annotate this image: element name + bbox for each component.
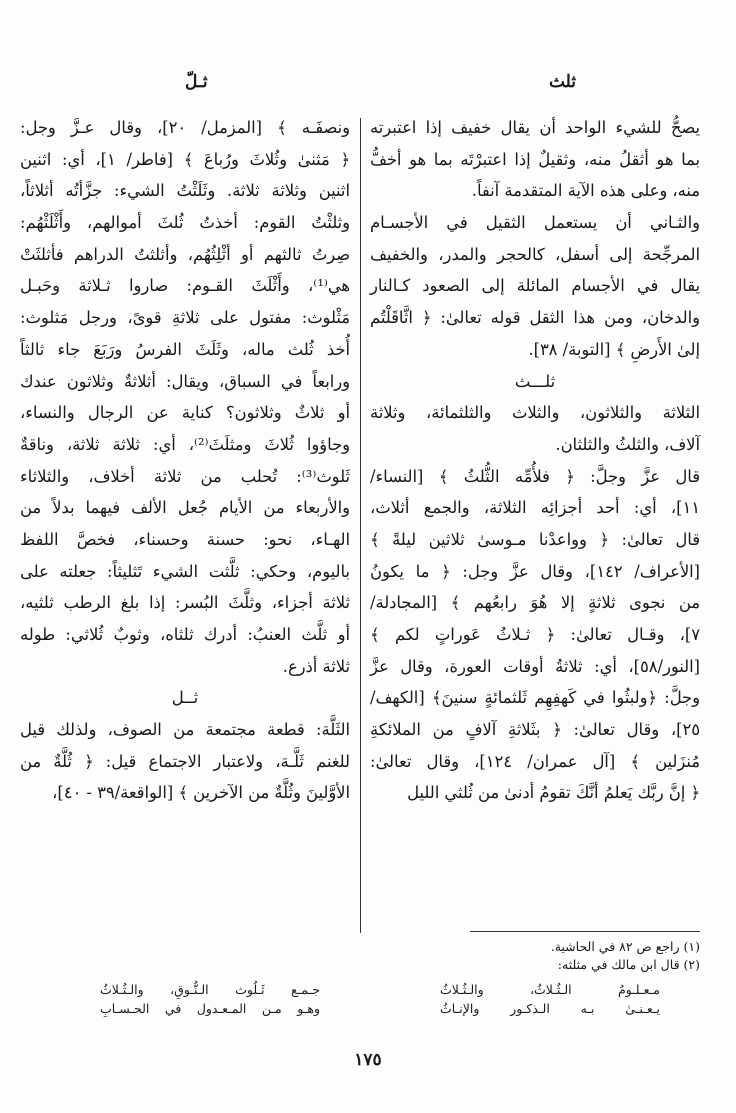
column-divider: [360, 118, 361, 933]
text-line: الثَلَّة: قطعة مجتمعة من الصوف، ولذلك قيل: [20, 720, 350, 740]
running-head-right: ثلث: [548, 72, 576, 92]
text-line: ﴿ مَثنىٰ وثُلاثَ ورُباعَ ﴾ [فاطر/ ١]، أي: اثنين: [20, 149, 350, 169]
text-line: يصحُّ للشيء الواحد أن يقال خفيف إذا اعتبرته: [370, 118, 700, 137]
text-line: إلىٰ الأَرضِ ﴾ [التوبة/ ٣٨].: [528, 339, 700, 359]
text-line: أو ثلَّث العنبُ: أدرك ثلثاه، وثوبٌ ثُلاثي: طوله: [20, 625, 350, 644]
text-line: المرجِّحة إلى أسفل، كالحجر والمدر، والخفيف: [370, 244, 700, 264]
text-line: صِرتُ ثالثهم أو أثْلِثُهُم، وأثلثتُ الدراهم فأثلثَتْ: [20, 244, 350, 264]
text-line: والأربعاء من الأيام جُعل الألف فيهما بدلاً من: [20, 498, 350, 518]
verse-line1-first-hemistich: مـعـلـومُ الـثُـلاثُ، والـثُـلاثُ: [440, 982, 660, 997]
text-line: آلاف، والثلثُ والثلثان.: [555, 434, 700, 454]
text-line: ورابعاً في السباق، ويقال: أثلاثةٌ وثلاثون عندك: [20, 371, 350, 391]
text-line: ٢٥]، وقال تعالىٰ: ﴿ بثَلاثةِ آلافٍ من الملائكةِ: [370, 720, 700, 740]
text-line: ثــل: [171, 688, 199, 708]
footnote-rule: [470, 931, 700, 932]
text-line: مَثْلوث: مفتول على ثلاثةِ قوىً، ورجل مَثلوث:: [20, 308, 350, 328]
text-line: ٧]، وقـال تعالىٰ: ﴿ ثـلاثُ عَوراتٍ لكم ﴾: [370, 625, 700, 644]
footnotes: [20, 938, 700, 974]
text-line: الهـاء، نحو: حسنة وحسناء، فخصَّ اللفظ: [20, 529, 350, 549]
text-line: ونصفَـه ﴾ [المزمل/ ٢٠]، وقال عـزَّ وجل:: [20, 118, 350, 137]
text-line: للغنم ثَلَّـة، ولاعتبار الاجتماع قيل: ﴿ ثُلَّةٌ من: [20, 751, 350, 771]
text-line: هي⁽¹⁾، وأَثْلَثَ القـوم: صاروا ثـلاثة وحَبـل: [20, 276, 350, 296]
left-column: [20, 118, 350, 815]
text-line: ﴿ إنَّ ربَّك يَعلمُ أنَّكَ تقومُ أدنىٰ من ثُلثي الليل: [407, 783, 700, 803]
text-line: مُنزَلين ﴾ [آل عمران/ ١٢٤]، وقال تعالىٰ:: [370, 751, 700, 771]
text-line: ثَلوث⁽³⁾: تُحلب من ثلاثة أخلاف، والثلاثاء: [20, 466, 350, 486]
text-line: [النور/٥٨]، أي: ثلاثةُ أوقات العورة، وقال عزَّ: [370, 656, 700, 676]
text-line: ثلـــث: [514, 371, 556, 391]
text-line: [الأعراف/ ١٤٢]، وقال عزَّ وجل: ﴿ ما يكونُ: [370, 561, 701, 581]
text-line: وجاؤوا ثُلاثَ ومثلَثَ⁽²⁾، أي: ثلاثة ثلاثة، وناقةٌ: [20, 434, 350, 454]
text-line: باليوم، وحكي: ثلَّثت الشيء تَثليثاً: جعلته على: [20, 561, 350, 581]
text-line: والدخان، ومن هذا الثقل قوله تعالىٰ: ﴿ اثَّاقَلْتُم: [370, 308, 700, 328]
text-line: أو ثلاثٌ وثلاثون؟ كناية عن الرجال والنساء،: [20, 403, 350, 423]
text-line: ثلاثة أجزاء، وثلَّثَ البُسر: إذا بلغ الرطب ثلثيه،: [20, 593, 350, 613]
text-line: وجلَّ: ﴿ولبثُوا في كَهفِهِم ثَلثمائةٍ سنينَ﴾ [الكهف/: [370, 688, 700, 708]
right-column: [370, 118, 700, 815]
footnote-2: (٢) قال ابن مالك في مثلثه:: [557, 957, 700, 972]
verse-line2-first-hemistich: يـعـنـىٰ بـه الـذكـور والإنـاثُ: [440, 1001, 660, 1016]
text-line: اثنين وثلاثة ثلاثة. وثَلَثْتُ الشيء: جزَّأتُه أثلاثاً،: [20, 181, 350, 201]
text-line: وثلثْتُ القوم: أخذتُ ثُلثَ أموالهم، وأَثْلَثْهُم:: [20, 213, 350, 233]
text-line: قال عزَّ وجلَّ: ﴿ فلأُمِّه الثُّلثُ ﴾ [النساء/: [370, 466, 700, 486]
text-line: الأوَّلينَ وثُلَّةٌ من الآخرين ﴾ [الواقعة/٣٩ - ٤٠]،: [52, 783, 350, 803]
running-head-left: ثـلّ: [185, 72, 208, 92]
text-line: منه، وعلى هذه الآية المتقدمة آنفاً.: [471, 181, 700, 201]
verse-line1-second-hemistich: جـمـع ثَـلُوث الـنُّـوقِ، والـثُـلاثُ: [100, 982, 320, 997]
text-line: يقال في الأجسام المائلة إلى الصعود كـالنار: [370, 276, 700, 296]
footnote-1: (١) راجع ص ٨٢ في الحاشية.: [550, 939, 700, 954]
text-line: بما هو أثقلُ منه، وثقيلٌ إذا اعتبرْتَه بما هو أخفُّ: [370, 149, 700, 169]
text-line: ثلاثة أذرع.: [282, 656, 350, 676]
text-line: أُخذ ثُلث ماله، وثَلَثَ الفرسُ ورَبَعَ جاء ثالثاً: [20, 339, 350, 359]
text-line: قال تعالىٰ: ﴿ وواعدْنا مـوسىٰ ثلاثين ليلةً ﴾: [370, 529, 700, 549]
text-line: ١١]، أي: أحد أجزائِه الثلاثة، والجمع أثلاث،: [370, 498, 700, 518]
text-line: والثـاني أن يستعمل الثقيل في الأجسـام: [370, 213, 700, 233]
page-number: ١٧٥: [354, 1050, 382, 1070]
text-line: الثلاثة والثلاثون، والثلاث والثلثمائة، وثلاثة: [370, 403, 700, 423]
verse-line2-second-hemistich: وهـو مـن المـعـدول في الحـسـابِ: [100, 1001, 320, 1016]
text-line: من نجوى ثلاثةٍ إلا هُوَ رابعُهم ﴾ [المجادلة/: [370, 593, 700, 613]
